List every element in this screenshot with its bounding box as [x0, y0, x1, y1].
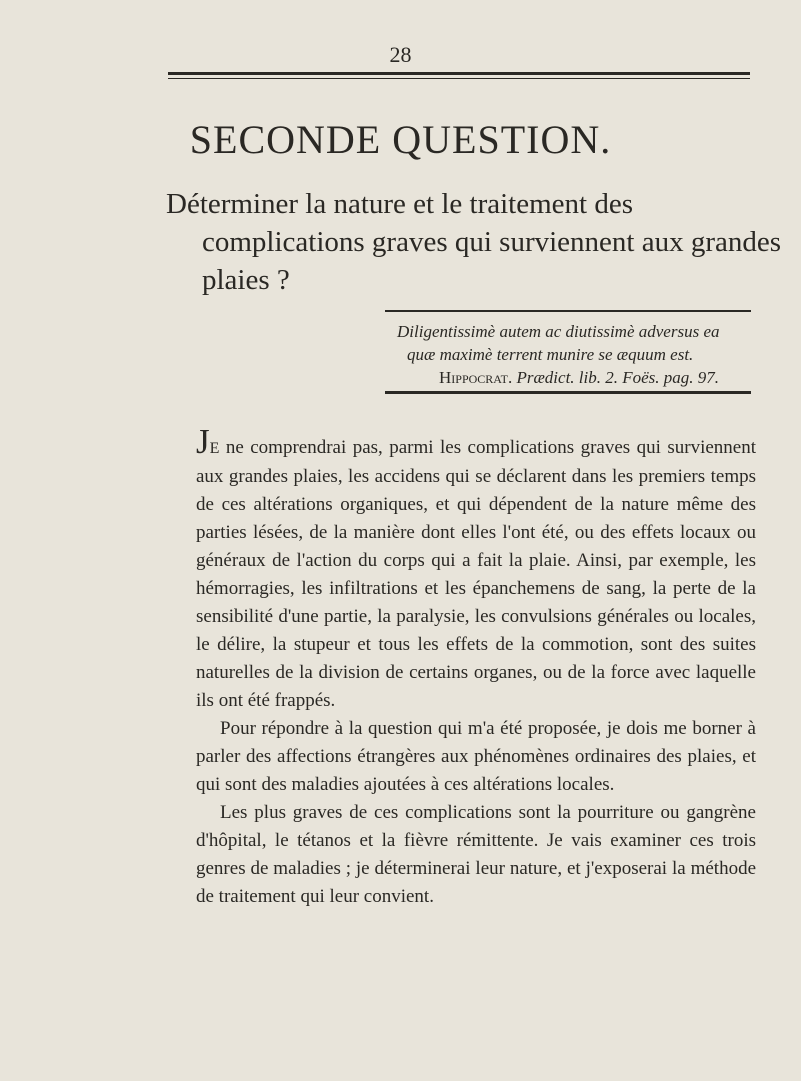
epigraph-attribution: [397, 366, 757, 389]
epigraph-rule-bottom: [385, 391, 751, 394]
epigraph-line-1: Diligentissimè autem ac diutissimè adversus ea: [397, 322, 720, 341]
header-rule-thin: [168, 78, 750, 79]
initial-letter: J: [196, 422, 210, 461]
page-number: 28: [389, 42, 412, 67]
paragraph-1-text: ne comprendrai pas, parmi les complications graves qui surviennent aux grandes plaies, les accidens qui se déclarent dans les premiers temps de ces altérations organiques, et qui dépendent de la nature même des parties lésées, de la manière dont elles l'ont été, ou des effets locaux ou généraux de l'action du corps qui a fait la plaie. Ainsi, par exemple, les hémorragies, les infiltrations et les épanchemens de sang, la perte de la sensibilité d'une partie, la paralysie, les convulsions générales ou locales, le délire, la stupeur et tous les effets de la commotion, sont des suites naturelles de la division de certains organes, ou de la force avec laquelle ils ont été frappés.: [196, 437, 756, 711]
body-text: [196, 422, 756, 911]
epigraph-author: Hippocrat.: [439, 368, 513, 387]
question-text: Déterminer la nature et le traitement des complications graves qui surviennent aux grandes plaies ?: [166, 188, 782, 296]
epigraph: [397, 320, 757, 389]
paragraph-2: Pour répondre à la question qui m'a été proposée, je dois me borner à parler des affections étrangères aux phénomènes ordinaires des plaies, et qui sont des maladies ajoutées à ces altérations locales.: [196, 718, 756, 795]
header-rule-thick: [168, 72, 750, 75]
paragraph-1: [196, 422, 756, 715]
initial-smallcap: E: [209, 440, 220, 457]
epigraph-source: Prædict. lib. 2. Foës. pag. 97.: [516, 368, 720, 387]
section-title: SECONDE QUESTION.: [189, 117, 612, 162]
paragraph-3: Les plus graves de ces complications sont la pourriture ou gangrène d'hôpital, le tétanos et la fièvre rémittente. Je vais examiner ces trois genres de maladies ; je déterminerai leur nature, et j'exposerai la méthode de traitement qui leur convient.: [196, 802, 756, 907]
epigraph-rule-top: [385, 310, 751, 312]
epigraph-line-2: quæ maximè terrent munire se æquum est.: [407, 345, 694, 364]
